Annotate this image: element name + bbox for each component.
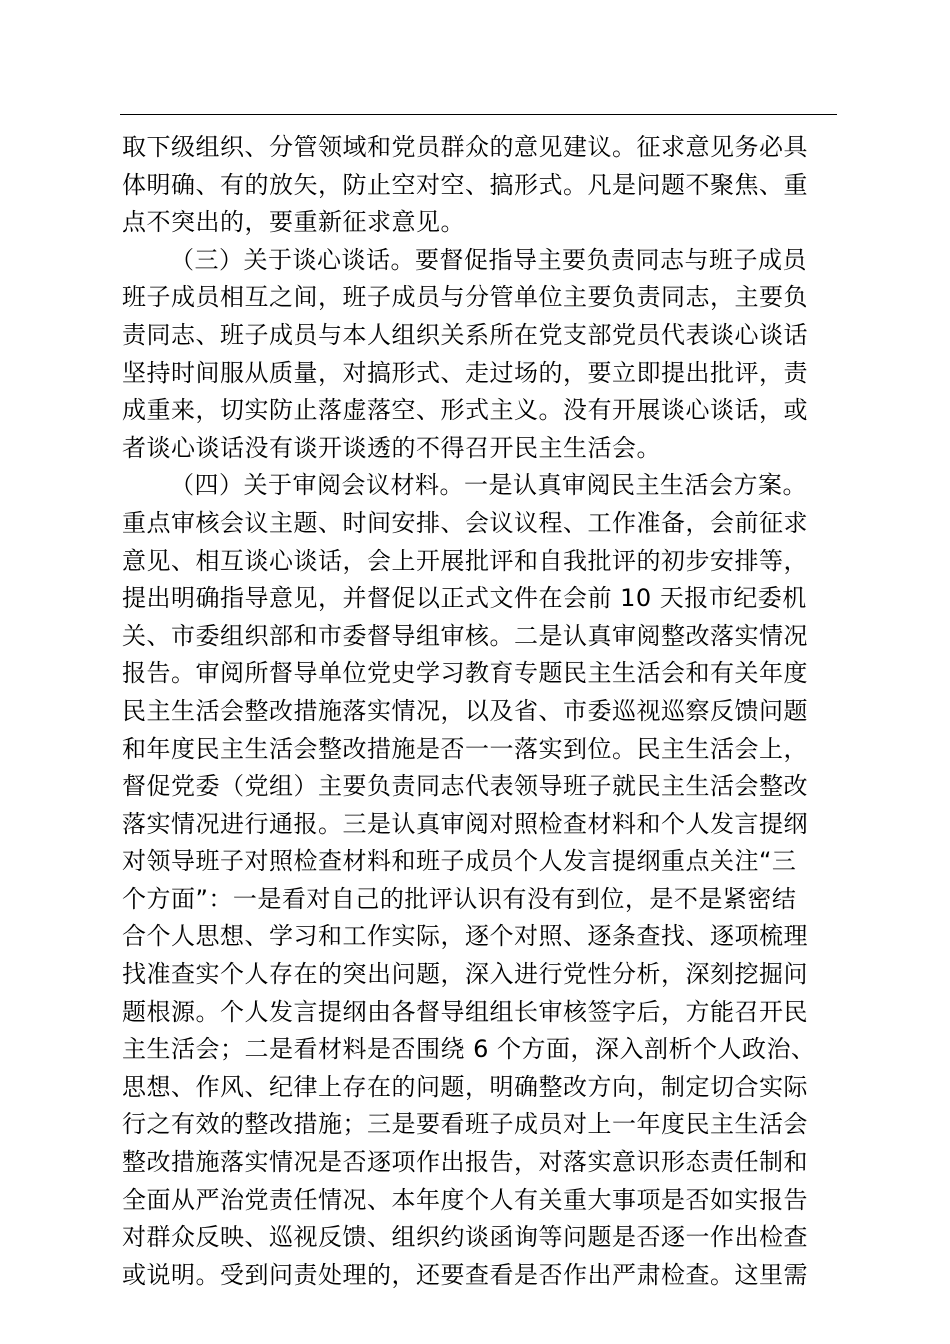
text-line: 整改措施落实情况是否逐项作出报告，对落实意识形态责任制和 [122,1148,808,1177]
text-line: 合个人思想、学习和工作实际，逐个对照、逐条查找、逐项梳理 [122,922,808,951]
text-line: 班子成员相互之间，班子成员与分管单位主要负责同志，主要负 [122,283,808,312]
text-line: 重点审核会议主题、时间安排、会议议程、工作准备，会前征求 [122,508,808,537]
text-line: 对领导班子对照检查材料和班子成员个人发言提纲重点关注“三 [122,847,797,876]
text-line: 体明确、有的放矢，防止空对空、搞形式。凡是问题不聚焦、重 [122,170,808,199]
text-line: 思想、作风、纪律上存在的问题，明确整改方向，制定切合实际 [122,1072,808,1101]
text-line: 责同志、班子成员与本人组织关系所在党支部党员代表谈心谈话 [122,320,808,349]
text-line: 提出明确指导意见，并督促以正式文件在会前 10 天报市纪委机 [122,584,807,613]
text-line: 取下级组织、分管领域和党员群众的意见建议。征求意见务必具 [122,133,808,161]
section-heading-line: （三）关于谈心谈话。要督促指导主要负责同志与班子成员 [170,245,807,274]
header-rule [120,114,837,115]
text-line: 督促党委（党组）主要负责同志代表领导班子就民主生活会整改 [122,772,808,801]
section-heading-line: （四）关于审阅会议材料。一是认真审阅民主生活会方案。 [170,471,807,500]
text-line: 者谈心谈话没有谈开谈透的不得召开民主生活会。 [122,433,661,462]
text-line: 或说明。受到问责处理的，还要查看是否作出严肃检查。这里需 [122,1260,808,1289]
document-body [122,129,836,1294]
text-line: 找准查实个人存在的突出问题，深入进行党性分析，深刻挖掘问 [122,960,808,989]
text-line: 关、市委组织部和市委督导组审核。二是认真审阅整改落实情况 [122,621,808,650]
text-line: 报告。审阅所督导单位党史学习教育专题民主生活会和有关年度 [122,659,808,688]
text-line: 全面从严治党责任情况、本年度个人有关重大事项是否如实报告 [122,1185,808,1214]
text-line: 点不突出的，要重新征求意见。 [122,208,465,237]
text-line: 落实情况进行通报。三是认真审阅对照检查材料和个人发言提纲 [122,809,808,838]
text-line: 意见、相互谈心谈话，会上开展批评和自我批评的初步安排等， [122,546,808,575]
text-line: 题根源。个人发言提纲由各督导组组长审核签字后，方能召开民 [122,997,808,1026]
text-line: 民主生活会整改措施落实情况，以及省、市委巡视巡察反馈问题 [122,696,808,725]
text-line: 成重来，切实防止落虚落空、形式主义。没有开展谈心谈话，或 [122,396,808,425]
text-line: 和年度民主生活会整改措施是否一一落实到位。民主生活会上， [122,734,808,763]
text-line: 行之有效的整改措施；三是要看班子成员对上一年度民主生活会 [122,1110,808,1139]
text-line: 个方面”：一是看对自己的批评认识有没有到位，是不是紧密结 [122,884,797,913]
text-line: 对群众反映、巡视反馈、组织约谈函询等问题是否逐一作出检查 [122,1223,808,1252]
text-line: 主生活会；二是看材料是否围绕 6 个方面，深入剖析个人政治、 [122,1035,816,1064]
text-line: 坚持时间服从质量，对搞形式、走过场的，要立即提出批评，责 [122,358,808,387]
